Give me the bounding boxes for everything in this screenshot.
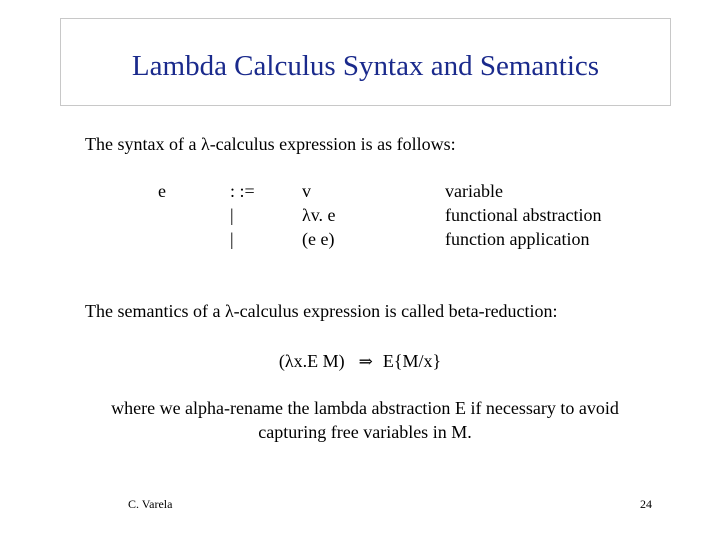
slide-title: Lambda Calculus Syntax and Semantics bbox=[131, 50, 600, 82]
explanation-text bbox=[80, 396, 650, 444]
description-abstraction: functional abstraction bbox=[445, 205, 602, 225]
grammar-alt-bar: | bbox=[230, 205, 234, 225]
implies-arrow-icon: ⇒ bbox=[358, 352, 373, 372]
explanation-term-m: M bbox=[451, 422, 468, 442]
production-variable: v bbox=[302, 181, 311, 201]
beta-reduction-rule bbox=[0, 350, 720, 373]
explanation-term-e: E bbox=[454, 398, 466, 418]
beta-rule-lhs: (λx.E M) bbox=[278, 351, 345, 371]
semantics-intro: The semantics of a λ-calculus expression is called beta-reduction: bbox=[85, 301, 558, 321]
production-abstraction: λv. e bbox=[302, 205, 336, 225]
description-variable: variable bbox=[445, 181, 503, 201]
grammar-alt-bar: | bbox=[230, 229, 234, 249]
description-application: function application bbox=[445, 229, 590, 249]
explanation-part2: if necessary to avoid capturing free variables in bbox=[258, 398, 619, 442]
footer-author: C. Varela bbox=[128, 497, 173, 511]
title-box bbox=[60, 18, 671, 106]
syntax-intro: The syntax of a λ-calculus expression is as follows: bbox=[85, 134, 456, 154]
grammar-nonterminal: e bbox=[158, 181, 166, 201]
explanation-part3: . bbox=[467, 422, 472, 442]
page-number: 24 bbox=[640, 497, 652, 511]
grammar-define-op: : := bbox=[230, 181, 255, 201]
beta-rule-rhs: E{M/x} bbox=[382, 351, 442, 371]
explanation-part1: where we alpha-rename the lambda abstraction bbox=[111, 398, 455, 418]
production-application: (e e) bbox=[302, 229, 335, 249]
